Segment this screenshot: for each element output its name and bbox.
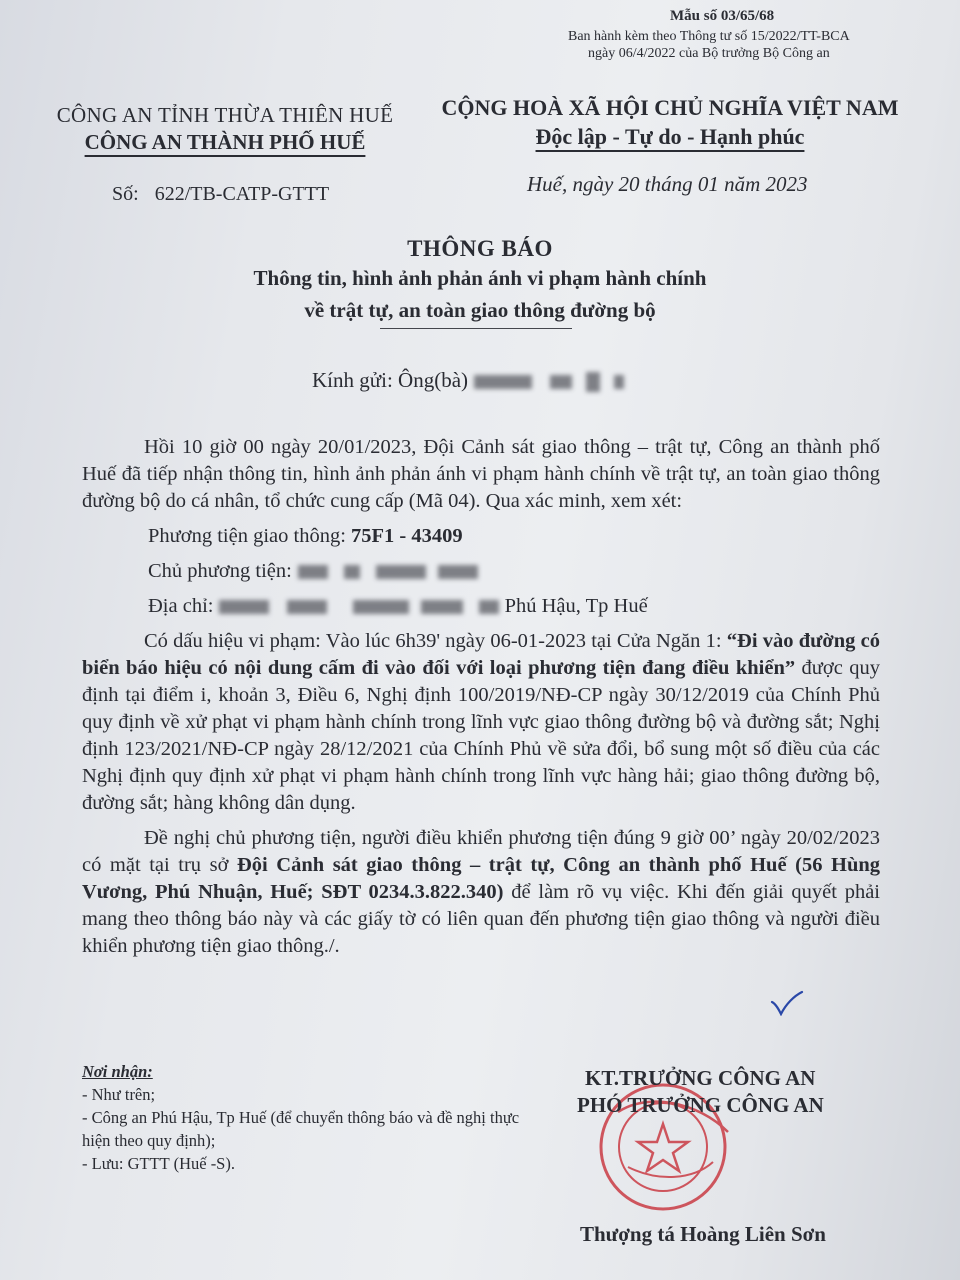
- vehicle-line: [82, 523, 880, 550]
- recipients-block: [82, 1060, 522, 1175]
- document-subtitle-2: về trật tự, an toàn giao thông đường bộ: [304, 298, 656, 322]
- owner-line: [82, 558, 880, 585]
- nation-title: CỘNG HOÀ XÃ HỘI CHỦ NGHĨA VIỆT NAM: [441, 95, 899, 120]
- form-reference-line-2: ngày 06/4/2022 của Bộ trưởng Bộ Công an: [588, 46, 830, 61]
- body-paragraph-1: Hồi 10 giờ 00 ngày 20/01/2023, Đội Cảnh sát giao thông – trật tự, Công an thành phố Huế đã tiếp nhận thông tin, hình ảnh phản ánh vi phạm hành chính về trật tự, an toàn giao thông đường bộ do cá nhân, tổ chức cung cấp (Mã 04). Qua xác minh, xem xét:: [82, 436, 880, 512]
- redacted-address: [479, 600, 499, 614]
- national-motto: Độc lập - Tự do - Hạnh phúc: [535, 124, 805, 149]
- form-number: Mẫu số 03/65/68: [670, 8, 775, 24]
- greeting-label: Kính gửi: Ông(bà): [312, 368, 469, 392]
- vehicle-plate: 75F1 - 43409: [351, 525, 463, 547]
- redacted-name: [614, 375, 624, 389]
- redacted-owner: [376, 565, 426, 579]
- body-paragraph-2: [82, 628, 880, 817]
- document-number-value: 622/TB-CATP-GTTT: [154, 183, 330, 205]
- redacted-address: [219, 600, 269, 614]
- subtitle-underline: [380, 328, 572, 329]
- issuing-agency-block: [40, 103, 410, 155]
- redacted-name: [474, 375, 532, 389]
- address-tail: Phú Hậu, Tp Huế: [504, 595, 648, 617]
- vehicle-label: Phương tiện giao thông:: [148, 525, 346, 547]
- document-title: THÔNG BÁO: [407, 236, 553, 261]
- notice-body: [82, 434, 880, 960]
- signature-authority-line-1: KT.TRƯỞNG CÔNG AN: [585, 1066, 816, 1090]
- signature-authority-line-2: PHÓ TRƯỞNG CÔNG AN: [577, 1093, 824, 1117]
- recipient-item: - Công an Phú Hậu, Tp Huế (để chuyển thông báo và đề nghị thực hiện theo quy định);: [82, 1108, 520, 1150]
- redacted-address: [353, 600, 409, 614]
- redacted-name: [550, 375, 572, 389]
- summons-intro: Đề nghị chủ phương tiện, người điều khiển phương tiện đúng 9 giờ 00’ ngày 20/02/2023 có mặt tại trụ sở: [82, 827, 880, 876]
- greeting: [312, 368, 624, 393]
- redacted-address: [287, 600, 327, 614]
- address-label: Địa chỉ:: [148, 595, 214, 617]
- parent-agency: CÔNG AN TỈNH THỪA THIÊN HUẾ: [56, 103, 394, 127]
- recipient-item: - Như trên;: [82, 1085, 156, 1104]
- date-line: Huế, ngày 20 tháng 01 năm 2023: [527, 172, 808, 196]
- check-mark-icon: [770, 990, 804, 1016]
- summons-location: Đội Cảnh sát giao thông – trật tự, Công an thành phố Huế (56 Hùng Vương, Phú Nhuận, Huế; SĐT 0234.3.822.340): [82, 854, 880, 903]
- agency-name: CÔNG AN THÀNH PHỐ HUẾ: [84, 130, 366, 154]
- redacted-name: [586, 372, 600, 392]
- national-header-block: [420, 95, 920, 150]
- violation-intro: Có dấu hiệu vi phạm: Vào lúc 6h39' ngày 06-01-2023 tại Cửa Ngăn 1:: [144, 630, 722, 652]
- signer-name: Thượng tá Hoàng Liên Sơn: [580, 1222, 826, 1246]
- recipients-title: Nơi nhận:: [82, 1062, 153, 1081]
- address-line: [82, 593, 880, 620]
- document-number: [112, 183, 329, 206]
- redacted-owner: [438, 565, 478, 579]
- body-paragraph-3: [82, 825, 880, 960]
- violation-description: “Đi vào đường có biển báo hiệu có nội dung cấm đi vào đối với loại phương tiện đang điều khiển”: [82, 630, 881, 679]
- document-subtitle-1: Thông tin, hình ảnh phản ánh vi phạm hành chính: [253, 266, 707, 290]
- owner-label: Chủ phương tiện:: [148, 560, 292, 582]
- violation-legal-basis: được quy định tại điểm i, khoản 3, Điều 6, Nghị định 100/2019/NĐ-CP ngày 30/12/2019 của Chính Phủ quy định về xử phạt vi phạm hành chính trong lĩnh vực giao thông đường bộ và đường sắt; Nghị định 123/2021/NĐ-CP ngày 28/12/2021 của Chính Phủ về sửa đổi, bổ sung một số điều của các Nghị định quy định xử phạt vi phạm hành chính trong lĩnh vực hàng hải; giao thông đường bộ, đường sắt; hàng không dân dụng.: [82, 657, 881, 814]
- redacted-address: [421, 600, 463, 614]
- document-number-label: Số:: [112, 183, 139, 205]
- redacted-owner: [344, 565, 360, 579]
- recipient-item: - Lưu: GTTT (Huế -S).: [82, 1154, 235, 1173]
- form-reference-line-1: Ban hành kèm theo Thông tư số 15/2022/TT-BCA: [568, 29, 850, 44]
- redacted-owner: [298, 565, 328, 579]
- summons-instructions: để làm rõ vụ việc. Khi đến giải quyết phải mang theo thông báo này và các giấy tờ có liên quan đến phương tiện giao thông và người điều khiển phương tiện giao thông./.: [82, 881, 880, 957]
